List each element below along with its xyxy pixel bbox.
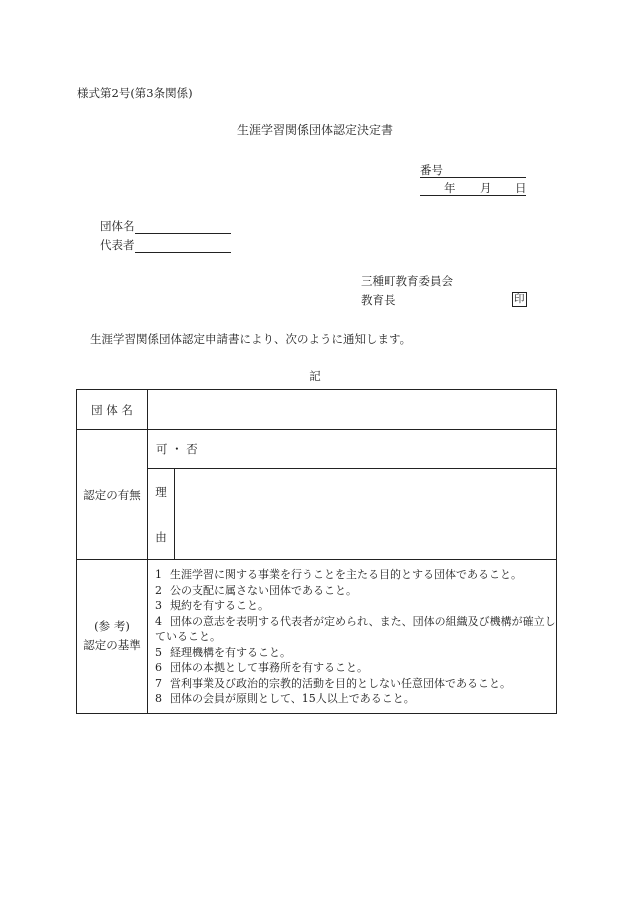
criteria-number: 8 [155, 692, 162, 705]
date-year-label: 年 [444, 181, 456, 195]
criteria-number: 4 [155, 614, 162, 628]
issuer-title: 教育長 [361, 293, 396, 307]
group-name-value [148, 390, 557, 430]
criteria-item [155, 645, 556, 661]
number-field [420, 162, 526, 178]
criteria-text: 規約を有すること。 [170, 599, 269, 612]
decision-table [76, 389, 557, 714]
criteria-item [155, 583, 556, 599]
reason-cell [148, 469, 557, 560]
criteria-text: 団体の会員が原則として、15人以上であること。 [170, 692, 415, 705]
criteria-row [77, 560, 557, 714]
criteria-text: 営利事業及び政治的宗教的活動を目的としない任意団体であること。 [170, 676, 511, 690]
approval-header-text: 認定の有無 [83, 487, 141, 502]
number-label: 番号 [420, 163, 443, 177]
date-field [420, 180, 526, 196]
representative-field [100, 237, 231, 253]
approval-options-text: 可 ・ 否 [156, 442, 198, 456]
form-id: 様式第2号(第3条関係) [77, 86, 193, 100]
group-name-header [77, 390, 148, 430]
reason-label [148, 469, 175, 559]
criteria-number: 1 [155, 568, 162, 581]
document-title: 生涯学習関係団体認定決定書 [236, 123, 393, 137]
reason-row [77, 469, 557, 560]
criteria-item [155, 567, 556, 583]
criteria-list [148, 560, 556, 713]
group-name-label: 団体名 [100, 219, 135, 233]
criteria-text: 公の支配に属さない団体であること。 [170, 583, 357, 597]
date-month-label: 月 [480, 181, 492, 195]
reason-char-1: 理 [155, 484, 167, 499]
notice-text: 生涯学習関係団体認定申請書により、次のように通知します。 [90, 332, 412, 346]
criteria-item [155, 691, 556, 707]
reason-char-2: 由 [155, 529, 167, 544]
group-name-row [77, 390, 557, 430]
criteria-item [155, 598, 556, 614]
criteria-label: 認定の基準 [83, 638, 141, 653]
representative-label: 代表者 [100, 238, 135, 252]
approval-options-row [77, 430, 557, 469]
criteria-number: 5 [155, 645, 162, 659]
criteria-text: 生涯学習に関する事業を行うことを主たる目的とする団体であること。 [170, 568, 522, 581]
criteria-item [155, 676, 556, 692]
criteria-text: 団体の意志を表明する代表者が定められ、また、団体の組織及び機構が確立していること。 [155, 614, 556, 643]
criteria-item [155, 660, 556, 676]
ki-heading: 記 [309, 369, 321, 383]
criteria-header [77, 560, 148, 714]
group-name-header-text: 団 体 名 [91, 402, 133, 417]
approval-header [77, 430, 148, 560]
reason-container [148, 469, 556, 559]
reference-label: (参 考) [94, 619, 130, 634]
criteria-number: 2 [155, 583, 162, 597]
group-name-blank [135, 221, 231, 234]
date-day-label: 日 [515, 181, 527, 195]
seal-text: 印 [514, 293, 525, 305]
group-name-field [100, 218, 231, 234]
criteria-text: 経理機構を有すること。 [170, 645, 291, 659]
criteria-cell [148, 560, 557, 714]
criteria-item [155, 614, 556, 645]
criteria-number: 3 [155, 599, 162, 612]
issuer-org: 三種町教育委員会 [361, 274, 453, 288]
criteria-text: 団体の本拠として事務所を有すること。 [170, 661, 368, 674]
criteria-number: 6 [155, 661, 162, 674]
seal-mark [512, 291, 527, 307]
criteria-number: 7 [155, 676, 162, 690]
reason-value [175, 469, 556, 559]
approval-options [148, 430, 557, 469]
representative-blank [135, 240, 231, 253]
